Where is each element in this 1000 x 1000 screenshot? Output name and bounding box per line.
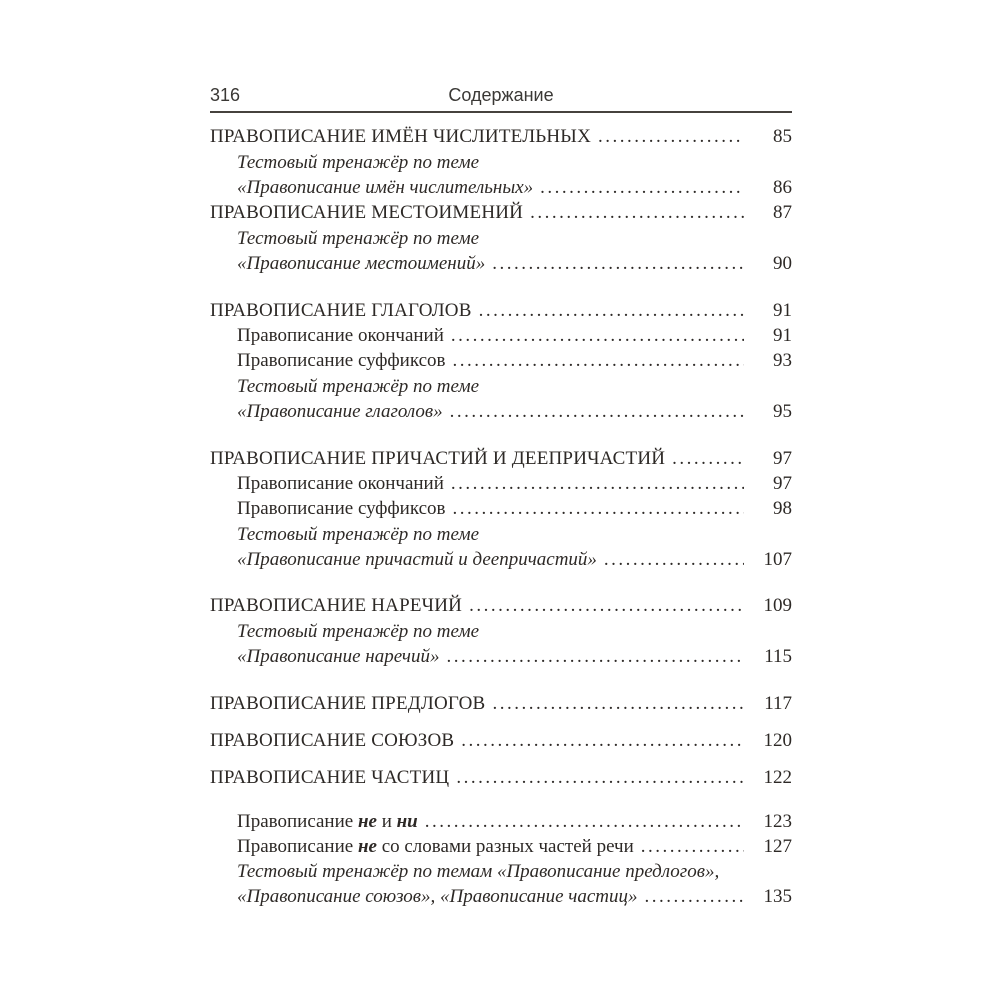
- toc-page-number: 87: [773, 202, 792, 223]
- folio-page-number: 316: [210, 85, 241, 105]
- toc-entry: [210, 124, 792, 149]
- toc-page-number: 117: [764, 693, 792, 714]
- toc-entry: [210, 593, 792, 618]
- toc-page-number: 93: [773, 350, 792, 371]
- toc-entry: [210, 200, 792, 225]
- header-rule: [210, 111, 792, 113]
- toc-page-number: 107: [763, 549, 792, 570]
- toc-page-number: 97: [773, 448, 792, 469]
- dot-leader: [645, 884, 744, 909]
- running-title: Содержание: [448, 85, 554, 105]
- toc-entry-label: Тестовый тренажёр по темам «Правописание предлогов»,: [237, 861, 720, 882]
- toc-entry-label: Тестовый тренажёр по теме: [237, 621, 480, 642]
- toc-page-number: 98: [773, 498, 792, 519]
- toc-entry-label: Тестовый тренажёр по теме: [237, 152, 480, 173]
- dot-leader: [451, 323, 744, 348]
- toc-entry-label: «Правописание местоимений»: [237, 253, 486, 274]
- toc-entry: [210, 348, 792, 373]
- dot-leader: [456, 765, 744, 790]
- toc-entry-label: Правописание не и ни: [237, 811, 418, 832]
- toc-entry-label: «Правописание союзов», «Правописание частиц»: [237, 886, 638, 907]
- toc-entry: [210, 374, 792, 399]
- toc-page-number: 123: [763, 811, 792, 832]
- toc-page-number: 86: [773, 177, 792, 198]
- toc-page-number: 109: [763, 595, 792, 616]
- toc-entry-label: «Правописание имён числительных»: [237, 177, 534, 198]
- toc-entry-label: Правописание суффиксов: [237, 498, 446, 519]
- toc-entry: [210, 728, 792, 753]
- toc-page-number: 115: [764, 646, 792, 667]
- toc-entry-label: ПРАВОПИСАНИЕ ИМЁН ЧИСЛИТЕЛЬНЫХ: [210, 126, 591, 147]
- toc-entry: [210, 644, 792, 669]
- toc-entry: [210, 323, 792, 348]
- toc-entry-label: Правописание суффиксов: [237, 350, 446, 371]
- dot-leader: [641, 834, 744, 859]
- toc-page-number: 91: [773, 325, 792, 346]
- toc-entry: [210, 884, 792, 909]
- toc-entry-label: Тестовый тренажёр по теме: [237, 524, 480, 545]
- toc-page-number: 95: [773, 401, 792, 422]
- toc-entry-label: «Правописание наречий»: [237, 646, 440, 667]
- toc-entry-label: ПРАВОПИСАНИЕ ПРЕДЛОГОВ: [210, 693, 486, 714]
- toc-page-number: 135: [763, 886, 792, 907]
- dot-leader: [672, 446, 744, 471]
- dot-leader: [492, 691, 744, 716]
- toc-entry-label: ПРАВОПИСАНИЕ ПРИЧАСТИЙ И ДЕЕПРИЧАСТИЙ: [210, 448, 666, 469]
- toc-entry: [210, 859, 792, 884]
- dot-leader: [479, 298, 744, 323]
- toc-entry-label: ПРАВОПИСАНИЕ МЕСТОИМЕНИЙ: [210, 202, 524, 223]
- dot-leader: [425, 809, 744, 834]
- toc-entry: [210, 471, 792, 496]
- dot-leader: [469, 593, 744, 618]
- dot-leader: [453, 496, 745, 521]
- page-content: [210, 84, 792, 909]
- toc-entry-label: Тестовый тренажёр по теме: [237, 376, 480, 397]
- dot-leader: [540, 175, 744, 200]
- toc-entry-label: Тестовый тренажёр по теме: [237, 228, 480, 249]
- toc-entry: [210, 765, 792, 790]
- toc-entry: [210, 298, 792, 323]
- toc-entry-label: ПРАВОПИСАНИЕ ЧАСТИЦ: [210, 767, 450, 788]
- dot-leader: [598, 124, 744, 149]
- toc-page-number: 91: [773, 300, 792, 321]
- dot-leader: [446, 644, 744, 669]
- toc-entry: [210, 175, 792, 200]
- toc-entry: [210, 809, 792, 834]
- toc-entry: [210, 522, 792, 547]
- toc-entry: [210, 547, 792, 572]
- dot-leader: [450, 399, 744, 424]
- dot-leader: [492, 251, 744, 276]
- toc-entry-label: «Правописание глаголов»: [237, 401, 443, 422]
- toc-page-number: 97: [773, 473, 792, 494]
- toc-entry: [210, 150, 792, 175]
- dot-leader: [461, 728, 744, 753]
- toc-entry-label: Правописание не со словами разных частей речи: [237, 836, 634, 857]
- toc-page-number: 127: [763, 836, 792, 857]
- toc-entry-label: Правописание окончаний: [237, 473, 444, 494]
- page-header: [210, 84, 792, 106]
- toc-page-number: 120: [763, 730, 792, 751]
- toc-entry-label: ПРАВОПИСАНИЕ ГЛАГОЛОВ: [210, 300, 472, 321]
- toc-page-number: 90: [773, 253, 792, 274]
- toc-page-number: 85: [773, 126, 792, 147]
- toc-entry: [210, 446, 792, 471]
- dot-leader: [530, 200, 744, 225]
- toc-entry: [210, 496, 792, 521]
- toc-entry: [210, 399, 792, 424]
- dot-leader: [453, 348, 745, 373]
- toc-entry: [210, 691, 792, 716]
- table-of-contents: [210, 124, 792, 909]
- toc-entry: [210, 226, 792, 251]
- toc-entry: [210, 251, 792, 276]
- toc-entry: [210, 619, 792, 644]
- toc-entry-label: «Правописание причастий и деепричастий»: [237, 549, 597, 570]
- toc-page-number: 122: [763, 767, 792, 788]
- toc-entry: [210, 834, 792, 859]
- toc-entry-label: Правописание окончаний: [237, 325, 444, 346]
- dot-leader: [604, 547, 744, 572]
- toc-entry-label: ПРАВОПИСАНИЕ НАРЕЧИЙ: [210, 595, 463, 616]
- dot-leader: [451, 471, 744, 496]
- toc-entry-label: ПРАВОПИСАНИЕ СОЮЗОВ: [210, 730, 455, 751]
